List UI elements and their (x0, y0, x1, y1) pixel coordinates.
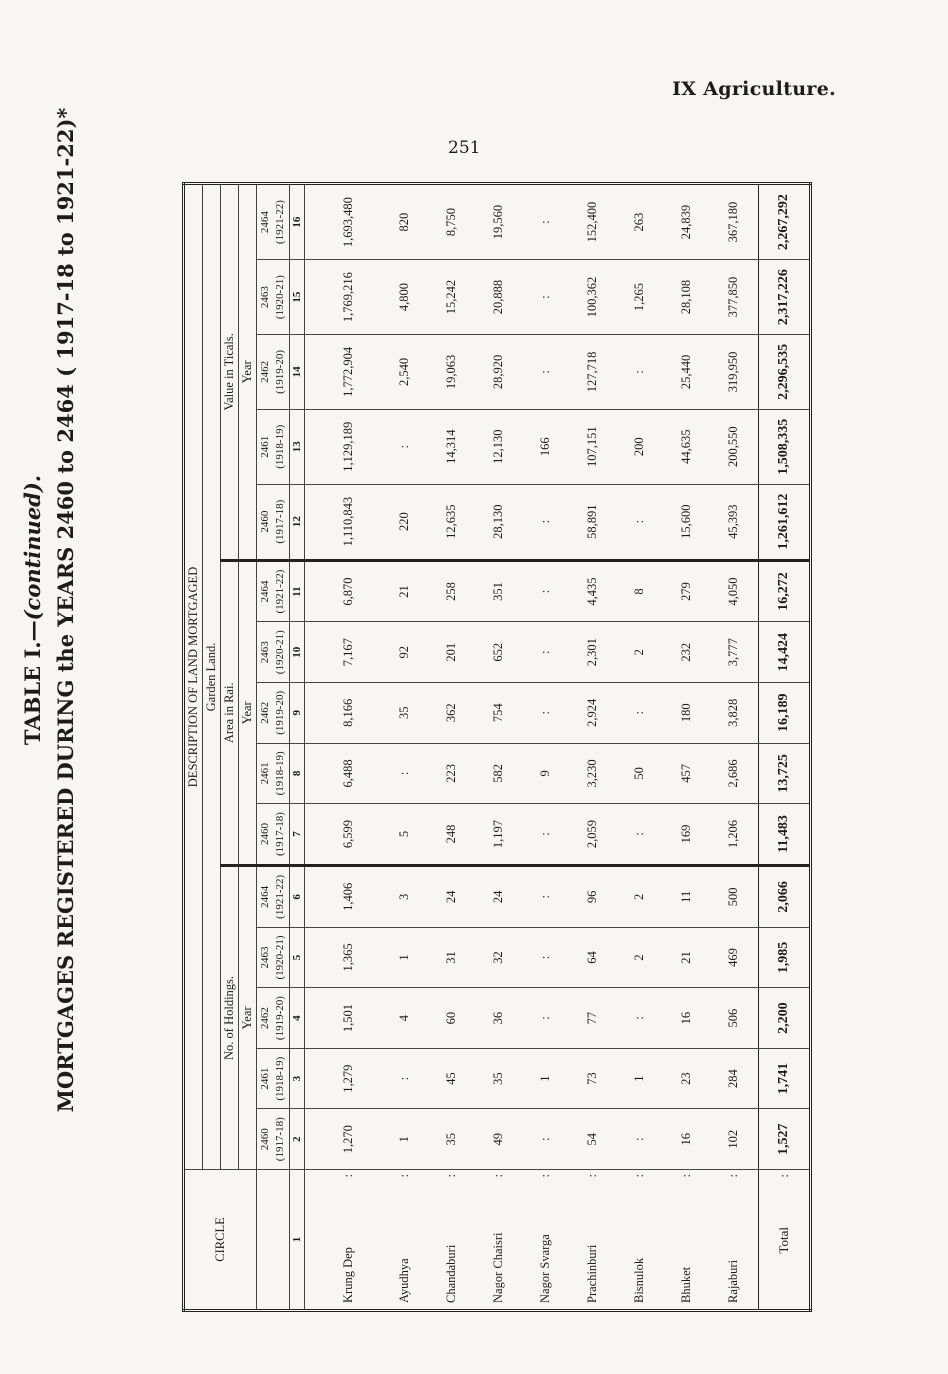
table-cell: 16,272 (758, 560, 810, 622)
table-cell: 4,800 (381, 260, 428, 335)
table-row (663, 184, 710, 1311)
table-frame (182, 182, 812, 1312)
year-be: 2461 (259, 1067, 271, 1090)
circle-label: Nagor Chaisri (491, 1232, 506, 1303)
table-cell: 1,197 (475, 804, 522, 866)
table-cell: 2 (616, 865, 663, 927)
table-cell: 319,950 (710, 334, 758, 409)
group-header-area: Area in Rai. (221, 560, 239, 865)
table-cell: 24,839 (663, 184, 710, 260)
table-cell: : (522, 1109, 569, 1170)
table-cell: 60 (428, 988, 475, 1049)
table-cell: 16 (663, 1109, 710, 1170)
year-be: 2463 (259, 286, 271, 309)
year-be: 2460 (259, 823, 271, 846)
table-cell: 19,063 (428, 334, 475, 409)
year-header (257, 334, 290, 409)
circle-label: Prachinburi (585, 1244, 600, 1303)
table-cell: 1,365 (305, 927, 382, 988)
table-body (305, 184, 811, 1311)
year-ad: (1918-19) (274, 1056, 286, 1101)
table-cell: 506 (710, 988, 758, 1049)
table-cell: 2,059 (569, 804, 616, 866)
table-cell: 652 (475, 622, 522, 683)
column-number: 14 (290, 334, 305, 409)
table-cell: 1,693,480 (305, 184, 382, 260)
table-cell: 500 (710, 865, 758, 927)
table-cell: 11,483 (758, 804, 810, 866)
title-block (20, 60, 160, 1160)
table-cell: 11 (663, 865, 710, 927)
table-title-main: TABLE I.— (20, 620, 45, 746)
table-cell: 232 (663, 622, 710, 683)
table-cell: 9 (522, 743, 569, 804)
table-cell: 5 (381, 804, 428, 866)
table-cell: 469 (710, 927, 758, 988)
table-cell: : (616, 1109, 663, 1170)
table-cell: 54 (569, 1109, 616, 1170)
table-cell: 3,230 (569, 743, 616, 804)
year-ad: (1921-22) (274, 874, 286, 919)
year-row-spacer (257, 1170, 290, 1311)
year-header (257, 484, 290, 560)
table-cell: 7,167 (305, 622, 382, 683)
group-header-value: Value in Ticals. (221, 184, 239, 561)
table-cell: 77 (569, 988, 616, 1049)
table-cell: 28,108 (663, 260, 710, 335)
table-cell: 6,599 (305, 804, 382, 866)
table-cell: 284 (710, 1048, 758, 1109)
table-cell: 28,130 (475, 484, 522, 560)
table-cell: 258 (428, 560, 475, 622)
table-cell: 1 (381, 1109, 428, 1170)
table-cell: 19,560 (475, 184, 522, 260)
table-cell: 220 (381, 484, 428, 560)
year-ad: (1920-21) (274, 935, 286, 980)
table-title-continued: (continued). (20, 474, 45, 621)
table-cell: 169 (663, 804, 710, 866)
table-cell: : (522, 865, 569, 927)
table-cell: 201 (428, 622, 475, 683)
table-cell: 96 (569, 865, 616, 927)
table-cell: 14,314 (428, 409, 475, 484)
table-cell: 362 (428, 683, 475, 744)
table-title (20, 60, 45, 1160)
table-cell: 1,279 (305, 1048, 382, 1109)
table-cell: 2,924 (569, 683, 616, 744)
leader-dots: : (397, 1173, 412, 1178)
sub-heading: Garden Land. (203, 184, 221, 1170)
year-header (257, 184, 290, 260)
circle-name (381, 1170, 428, 1311)
circle-label: Bhuket (679, 1266, 694, 1303)
table-cell: 279 (663, 560, 710, 622)
table-cell: 14,424 (758, 622, 810, 683)
table-cell: 1,772,904 (305, 334, 382, 409)
leader-dots: : (444, 1173, 459, 1178)
table-cell: : (616, 683, 663, 744)
circle-name (305, 1170, 382, 1311)
year-ad: (1920-21) (274, 275, 286, 320)
table-cell: : (522, 804, 569, 866)
table-cell: 1,129,189 (305, 409, 382, 484)
table-cell: 1,110,843 (305, 484, 382, 560)
table-cell: 1 (522, 1048, 569, 1109)
circle-label: Rajaburi (726, 1259, 741, 1303)
year-header (257, 1048, 290, 1109)
table-cell: : (616, 334, 663, 409)
table-cell: 3,828 (710, 683, 758, 744)
table-cell: 36 (475, 988, 522, 1049)
table-cell: 1,261,612 (758, 484, 810, 560)
table-cell: 351 (475, 560, 522, 622)
year-be: 2463 (259, 641, 271, 664)
table-cell: 1,501 (305, 988, 382, 1049)
column-number: 11 (290, 560, 305, 622)
table-cell: 15,242 (428, 260, 475, 335)
table-cell: 200 (616, 409, 663, 484)
table-cell: 820 (381, 184, 428, 260)
circle-name (616, 1170, 663, 1311)
year-be: 2464 (259, 580, 271, 603)
table-cell: 127,718 (569, 334, 616, 409)
table-cell: 2 (616, 622, 663, 683)
year-be: 2463 (259, 946, 271, 969)
table-cell: 13,725 (758, 743, 810, 804)
table-cell: : (522, 334, 569, 409)
table-cell: 377,850 (710, 260, 758, 335)
year-be: 2464 (259, 211, 271, 234)
leader-dots: : (491, 1173, 506, 1178)
circle-label: Ayudhya (397, 1258, 412, 1303)
table-cell: 12,130 (475, 409, 522, 484)
year-be: 2460 (259, 510, 271, 533)
year-header (257, 804, 290, 866)
table-cell: 582 (475, 743, 522, 804)
year-be: 2461 (259, 435, 271, 458)
table-cell: 44,635 (663, 409, 710, 484)
column-number: 4 (290, 988, 305, 1049)
table-cell: 20,888 (475, 260, 522, 335)
year-header (257, 927, 290, 988)
table-row (381, 184, 428, 1311)
page-number: 251 (448, 138, 481, 158)
table-cell: : (522, 184, 569, 260)
leader-dots: : (632, 1173, 647, 1178)
table-cell: 107,151 (569, 409, 616, 484)
table-row (710, 184, 758, 1311)
year-ad: (1917-18) (274, 812, 286, 857)
year-header (257, 988, 290, 1049)
year-ad: (1918-19) (274, 751, 286, 796)
table-cell: 8,166 (305, 683, 382, 744)
table-cell: 2 (616, 927, 663, 988)
circle-name (710, 1170, 758, 1311)
table-cell: 102 (710, 1109, 758, 1170)
year-ad: (1919-20) (274, 690, 286, 735)
table-cell: : (381, 743, 428, 804)
year-be: 2462 (259, 360, 271, 383)
table-cell: 16 (663, 988, 710, 1049)
table-cell: 2,200 (758, 988, 810, 1049)
table-cell: 4,050 (710, 560, 758, 622)
table-cell: 31 (428, 927, 475, 988)
mortgage-table (182, 182, 812, 1312)
table-cell: 15,600 (663, 484, 710, 560)
table-cell: : (616, 484, 663, 560)
main-heading: DESCRIPTION OF LAND MORTGAGED (184, 184, 203, 1170)
table-cell: 1,527 (758, 1109, 810, 1170)
year-header (257, 743, 290, 804)
table-cell: 92 (381, 622, 428, 683)
column-number: 2 (290, 1109, 305, 1170)
table-cell: 73 (569, 1048, 616, 1109)
table-cell: : (522, 560, 569, 622)
year-ad: (1919-20) (274, 349, 286, 394)
table-cell: : (522, 622, 569, 683)
table-row (616, 184, 663, 1311)
circle-label: Krung Dep (341, 1247, 356, 1303)
year-row (257, 184, 290, 1311)
year-header (257, 683, 290, 744)
leader-dots: : (679, 1173, 694, 1178)
table-cell: 248 (428, 804, 475, 866)
year-ad: (1920-21) (274, 630, 286, 675)
table-cell: 100,362 (569, 260, 616, 335)
table-cell: 4,435 (569, 560, 616, 622)
circle-label: Chandaburi (444, 1244, 459, 1303)
table-cell: : (522, 988, 569, 1049)
group-header-holdings: No. of Holdings. (221, 865, 239, 1169)
table-cell: 35 (475, 1048, 522, 1109)
year-ad: (1917-18) (274, 499, 286, 544)
table-cell: 1 (381, 927, 428, 988)
table-cell: 152,400 (569, 184, 616, 260)
table-subtitle: MORTGAGES REGISTERED DURING the YEARS 2460 to 2464 ( 1917-18 to 1921-22)* (53, 107, 78, 1113)
column-number: 6 (290, 865, 305, 927)
table-row (305, 184, 382, 1311)
year-ad: (1918-19) (274, 424, 286, 469)
leader-dots: : (775, 1173, 791, 1178)
year-be: 2461 (259, 762, 271, 785)
table-cell: 21 (663, 927, 710, 988)
table-cell: 24 (428, 865, 475, 927)
table-cell: 166 (522, 409, 569, 484)
column-number: 5 (290, 927, 305, 988)
table-cell: 4 (381, 988, 428, 1049)
table-cell: 263 (616, 184, 663, 260)
table-cell: : (522, 260, 569, 335)
year-ad: (1919-20) (274, 996, 286, 1041)
circle-label: Total (775, 1227, 791, 1254)
table-cell: : (381, 1048, 428, 1109)
table-cell: 12,635 (428, 484, 475, 560)
year-be: 2462 (259, 701, 271, 724)
circle-name (428, 1170, 475, 1311)
table-row (522, 184, 569, 1311)
table-cell: 3,777 (710, 622, 758, 683)
table-row (569, 184, 616, 1311)
circle-name (569, 1170, 616, 1311)
table-cell: 2,267,292 (758, 184, 810, 260)
circle-name (663, 1170, 710, 1311)
circle-label: Nagor Svarga (538, 1234, 553, 1303)
leader-dots: : (341, 1173, 356, 1178)
leader-dots: : (585, 1173, 600, 1178)
column-number-row (290, 184, 305, 1311)
table-cell: 6,870 (305, 560, 382, 622)
table-cell: 2,066 (758, 865, 810, 927)
year-label: Year (239, 560, 257, 865)
table-cell: 754 (475, 683, 522, 744)
year-ad: (1917-18) (274, 1117, 286, 1162)
table-cell: 1,270 (305, 1109, 382, 1170)
table-cell: 32 (475, 927, 522, 988)
table-cell: 457 (663, 743, 710, 804)
year-be: 2460 (259, 1128, 271, 1151)
table-cell: 1,406 (305, 865, 382, 927)
table-row (475, 184, 522, 1311)
table-cell: : (522, 683, 569, 744)
year-be: 2462 (259, 1007, 271, 1030)
circle-name (475, 1170, 522, 1311)
table-cell: 1,769,216 (305, 260, 382, 335)
table-cell: 180 (663, 683, 710, 744)
table-cell: 50 (616, 743, 663, 804)
year-header (257, 865, 290, 927)
year-header (257, 1109, 290, 1170)
table-cell: 35 (381, 683, 428, 744)
column-number: 9 (290, 683, 305, 744)
table-cell: 200,550 (710, 409, 758, 484)
table-cell: 2,540 (381, 334, 428, 409)
table-cell: 6,488 (305, 743, 382, 804)
total-row (758, 184, 810, 1311)
column-number: 15 (290, 260, 305, 335)
circle-name (522, 1170, 569, 1311)
column-number: 10 (290, 622, 305, 683)
table-cell: 28,920 (475, 334, 522, 409)
year-label: Year (239, 184, 257, 561)
column-number: 8 (290, 743, 305, 804)
table-cell: 1,206 (710, 804, 758, 866)
table-cell: : (522, 484, 569, 560)
column-number: 7 (290, 804, 305, 866)
table-cell: 45 (428, 1048, 475, 1109)
table-row (428, 184, 475, 1311)
table-cell: 8 (616, 560, 663, 622)
table-cell: 45,393 (710, 484, 758, 560)
table-cell: 2,301 (569, 622, 616, 683)
circle-label: Bisnulok (632, 1257, 647, 1303)
table-cell: 23 (663, 1048, 710, 1109)
table-cell: 223 (428, 743, 475, 804)
table-cell: 1,741 (758, 1048, 810, 1109)
table-cell: 58,891 (569, 484, 616, 560)
circle-name (758, 1170, 810, 1311)
table-cell: : (522, 927, 569, 988)
column-number: 16 (290, 184, 305, 260)
column-number: 3 (290, 1048, 305, 1109)
table-cell: : (616, 804, 663, 866)
table-cell: 1,985 (758, 927, 810, 988)
table-cell: 3 (381, 865, 428, 927)
column-number: 1 (290, 1170, 305, 1311)
table-cell: 24 (475, 865, 522, 927)
year-label: Year (239, 865, 257, 1169)
year-header (257, 560, 290, 622)
table-cell: : (616, 988, 663, 1049)
year-header (257, 409, 290, 484)
table-cell: 2,686 (710, 743, 758, 804)
year-header (257, 260, 290, 335)
table-cell: 2,296,535 (758, 334, 810, 409)
table-cell: 25,440 (663, 334, 710, 409)
table-cell: 49 (475, 1109, 522, 1170)
table-cell: 21 (381, 560, 428, 622)
leader-dots: : (538, 1173, 553, 1178)
year-ad: (1921-22) (274, 200, 286, 245)
year-be: 2464 (259, 885, 271, 908)
column-number: 12 (290, 484, 305, 560)
column-number: 13 (290, 409, 305, 484)
circle-header: CIRCLE (184, 1170, 257, 1311)
table-cell: 64 (569, 927, 616, 988)
table-cell: 8,750 (428, 184, 475, 260)
table-cell: 2,317,226 (758, 260, 810, 335)
table-cell: 1 (616, 1048, 663, 1109)
section-heading: IX Agriculture. (672, 78, 836, 100)
table-cell: 16,189 (758, 683, 810, 744)
leader-dots: : (726, 1173, 741, 1178)
table-cell: : (381, 409, 428, 484)
table-cell: 1,508,335 (758, 409, 810, 484)
table-cell: 1,265 (616, 260, 663, 335)
year-header (257, 622, 290, 683)
year-ad: (1921-22) (274, 569, 286, 614)
table-cell: 367,180 (710, 184, 758, 260)
table-cell: 35 (428, 1109, 475, 1170)
